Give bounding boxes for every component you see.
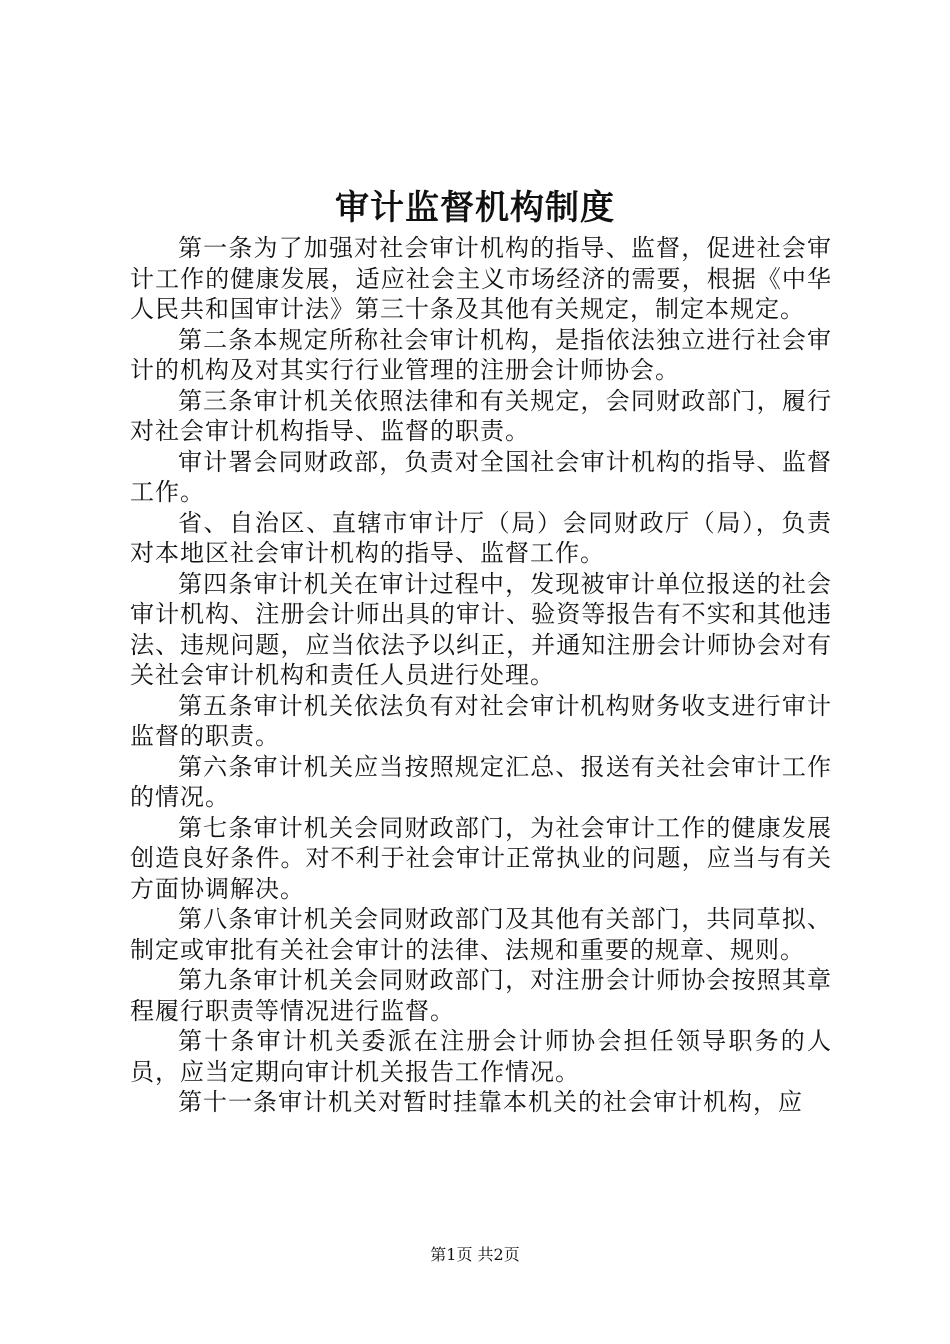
page-footer: 第1页 共2页	[430, 1245, 520, 1264]
paragraph-article-11: 第十一条审计机关对暂时挂靠本机关的社会审计机构，应	[178, 1088, 803, 1116]
paragraph-article-9: 第九条审计机关会同财政部门，对注册会计师协会按照其章程履行职责等情况进行监督。	[130, 966, 832, 1025]
paragraph-provincial: 省、自治区、直辖市审计厅（局）会同财政厅（局），负责对本地区社会审计机构的指导、监督工作。	[130, 508, 832, 567]
document-title: 审计监督机构制度	[335, 188, 615, 228]
document-body	[130, 233, 832, 1118]
paragraph-article-7: 第七条审计机关会同财政部门，为社会审计工作的健康发展创造良好条件。对不利于社会审计正常执业的问题，应当与有关方面协调解决。	[130, 813, 832, 903]
paragraph-audit-office: 审计署会同财政部，负责对全国社会审计机构的指导、监督工作。	[130, 447, 832, 506]
paragraph-article-2: 第二条本规定所称社会审计机构，是指依法独立进行社会审计的机构及对其实行行业管理的注册会计师协会。	[130, 325, 832, 384]
paragraph-article-6: 第六条审计机关应当按照规定汇总、报送有关社会审计工作的情况。	[130, 752, 832, 811]
paragraph-article-10: 第十条审计机关委派在注册会计师协会担任领导职务的人员，应当定期向审计机关报告工作情况。	[130, 1027, 832, 1086]
paragraph-article-1: 第一条为了加强对社会审计机构的指导、监督，促进社会审计工作的健康发展，适应社会主义市场经济的需要，根据《中华人民共和国审计法》第三十条及其他有关规定，制定本规定。	[130, 234, 832, 323]
paragraph-article-5: 第五条审计机关依法负有对社会审计机构财务收支进行审计监督的职责。	[130, 691, 832, 750]
paragraph-article-4: 第四条审计机关在审计过程中，发现被审计单位报送的社会审计机构、注册会计师出具的审计、验资等报告有不实和其他违法、违规问题，应当依法予以纠正，并通知注册会计师协会对有关社会审计机构和责任人员进行处理。	[130, 569, 832, 689]
paragraph-article-3: 第三条审计机关依照法律和有关规定，会同财政部门，履行对社会审计机构指导、监督的职责。	[130, 386, 832, 445]
paragraph-article-8: 第八条审计机关会同财政部门及其他有关部门，共同草拟、制定或审批有关社会审计的法律、法规和重要的规章、规则。	[130, 905, 832, 964]
